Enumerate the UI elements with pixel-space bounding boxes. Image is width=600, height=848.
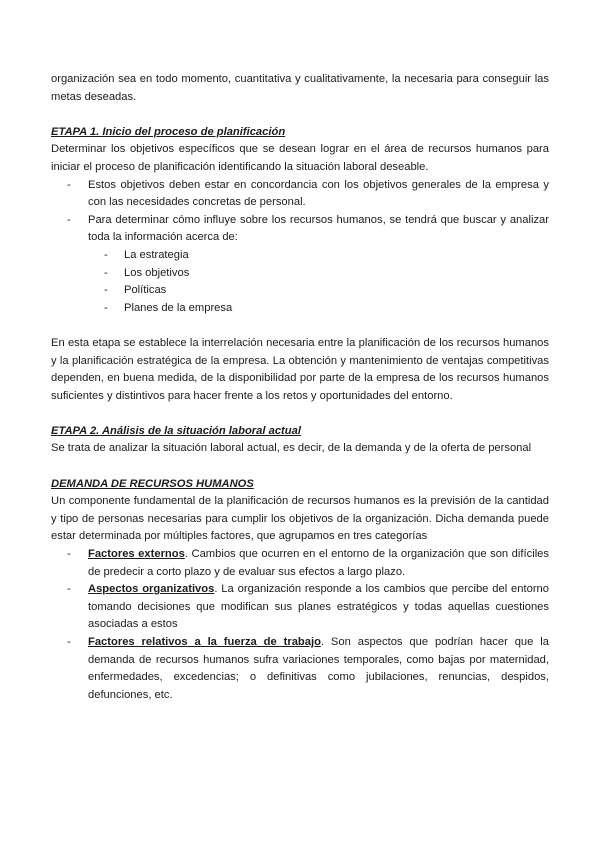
- etapa1-paragraph: Determinar los objetivos específicos que se desean lograr en el área de recursos humanos para iniciar el proceso de planificación identificando la situación laboral deseable.: [51, 143, 549, 173]
- etapa2-heading: ETAPA 2. Análisis de la situación laboral actual: [51, 424, 301, 437]
- spacer: [51, 458, 549, 476]
- factor-list-item: [51, 634, 549, 704]
- factor-description: . Cambios que ocurren en el entorno de la organización que son difíciles de predecir a corto plazo y de evaluar sus efectos a largo plazo.: [88, 548, 549, 578]
- demanda-heading: DEMANDA DE RECURSOS HUMANOS: [51, 477, 254, 490]
- dash-marker: -: [67, 583, 71, 596]
- etapa2-paragraph: Se trata de analizar la situación laboral actual, es decir, de la demanda y de la oferta de personal: [51, 442, 532, 455]
- sub-list-item-text: Los objetivos: [124, 266, 190, 279]
- sub-list-item: [51, 265, 549, 283]
- sub-list-item-text: Políticas: [124, 284, 167, 297]
- etapa1-heading: ETAPA 1. Inicio del proceso de planificación: [51, 125, 286, 138]
- factor-term: Factores externos: [88, 548, 185, 561]
- spacer: [51, 106, 549, 124]
- dash-marker: -: [67, 178, 71, 191]
- spacer: [51, 405, 549, 423]
- document-page: [51, 71, 549, 704]
- etapa1-sub-list: [51, 247, 549, 317]
- factor-description: . Son aspectos que podrían hacer que la demanda de recursos humanos sufra variaciones temporales, como bajas por maternidad, enfermedades, excedencias; o definitivas como jubilaciones, renuncias, despidos, defunciones, etc.: [88, 636, 549, 701]
- dash-marker: -: [67, 636, 71, 648]
- sub-list-item: [51, 300, 549, 318]
- sub-list-item: [51, 282, 549, 300]
- list-item: [51, 212, 549, 247]
- sub-list-item-text: La estrategia: [124, 248, 189, 261]
- factor-term: Factores relativos a la fuerza de trabajo: [88, 636, 321, 648]
- sub-list-item-text: Planes de la empresa: [124, 301, 233, 314]
- spacer: [51, 317, 549, 335]
- etapa1-closing-paragraph: En esta etapa se establece la interrelación necesaria entre la planificación de los recursos humanos y la planificación estratégica de la empresa. La obtención y mantenimiento de ventajas competitivas dependen, en buena medida, de la disponibilidad por parte de la empresa de los recursos humanos suficientes y distintivos para hacer frente a los retos y oportunidades del entorno.: [51, 336, 549, 402]
- demanda-paragraph: Un componente fundamental de la planificación de recursos humanos es la previsión de la cantidad y tipo de personas necesarias para cumplir los objetivos de la organización. Dicha demanda puede estar determinada por múltiples factores, que agrupamos en tres categorías: [51, 495, 549, 543]
- dash-marker: -: [104, 301, 108, 314]
- dash-marker: -: [104, 284, 108, 297]
- etapa1-bullet-list: [51, 177, 549, 247]
- factor-list-item: [51, 581, 549, 634]
- factor-description: . La organización responde a los cambios que percibe del entorno tomando decisiones que modifican sus planes estratégicos y todas aquellas cuestiones asociadas a estos: [88, 583, 549, 631]
- list-item-text: Para determinar cómo influye sobre los recursos humanos, se tendrá que buscar y analizar toda la información acerca de:: [88, 213, 549, 244]
- list-item: [51, 177, 549, 212]
- dash-marker: -: [67, 548, 71, 561]
- factor-list-item: [51, 546, 549, 581]
- demanda-factor-list: [51, 546, 549, 704]
- intro-paragraph: organización sea en todo momento, cuantitativa y cualitativamente, la necesaria para conseguir las metas deseadas.: [51, 73, 549, 103]
- dash-marker: -: [67, 213, 71, 226]
- factor-term: Aspectos organizativos: [88, 583, 215, 596]
- list-item-text: Estos objetivos deben estar en concordancia con los objetivos generales de la empresa y con las necesidades concretas de personal.: [88, 178, 549, 209]
- sub-list-item: [51, 247, 549, 265]
- dash-marker: -: [104, 266, 108, 279]
- dash-marker: -: [104, 248, 108, 261]
